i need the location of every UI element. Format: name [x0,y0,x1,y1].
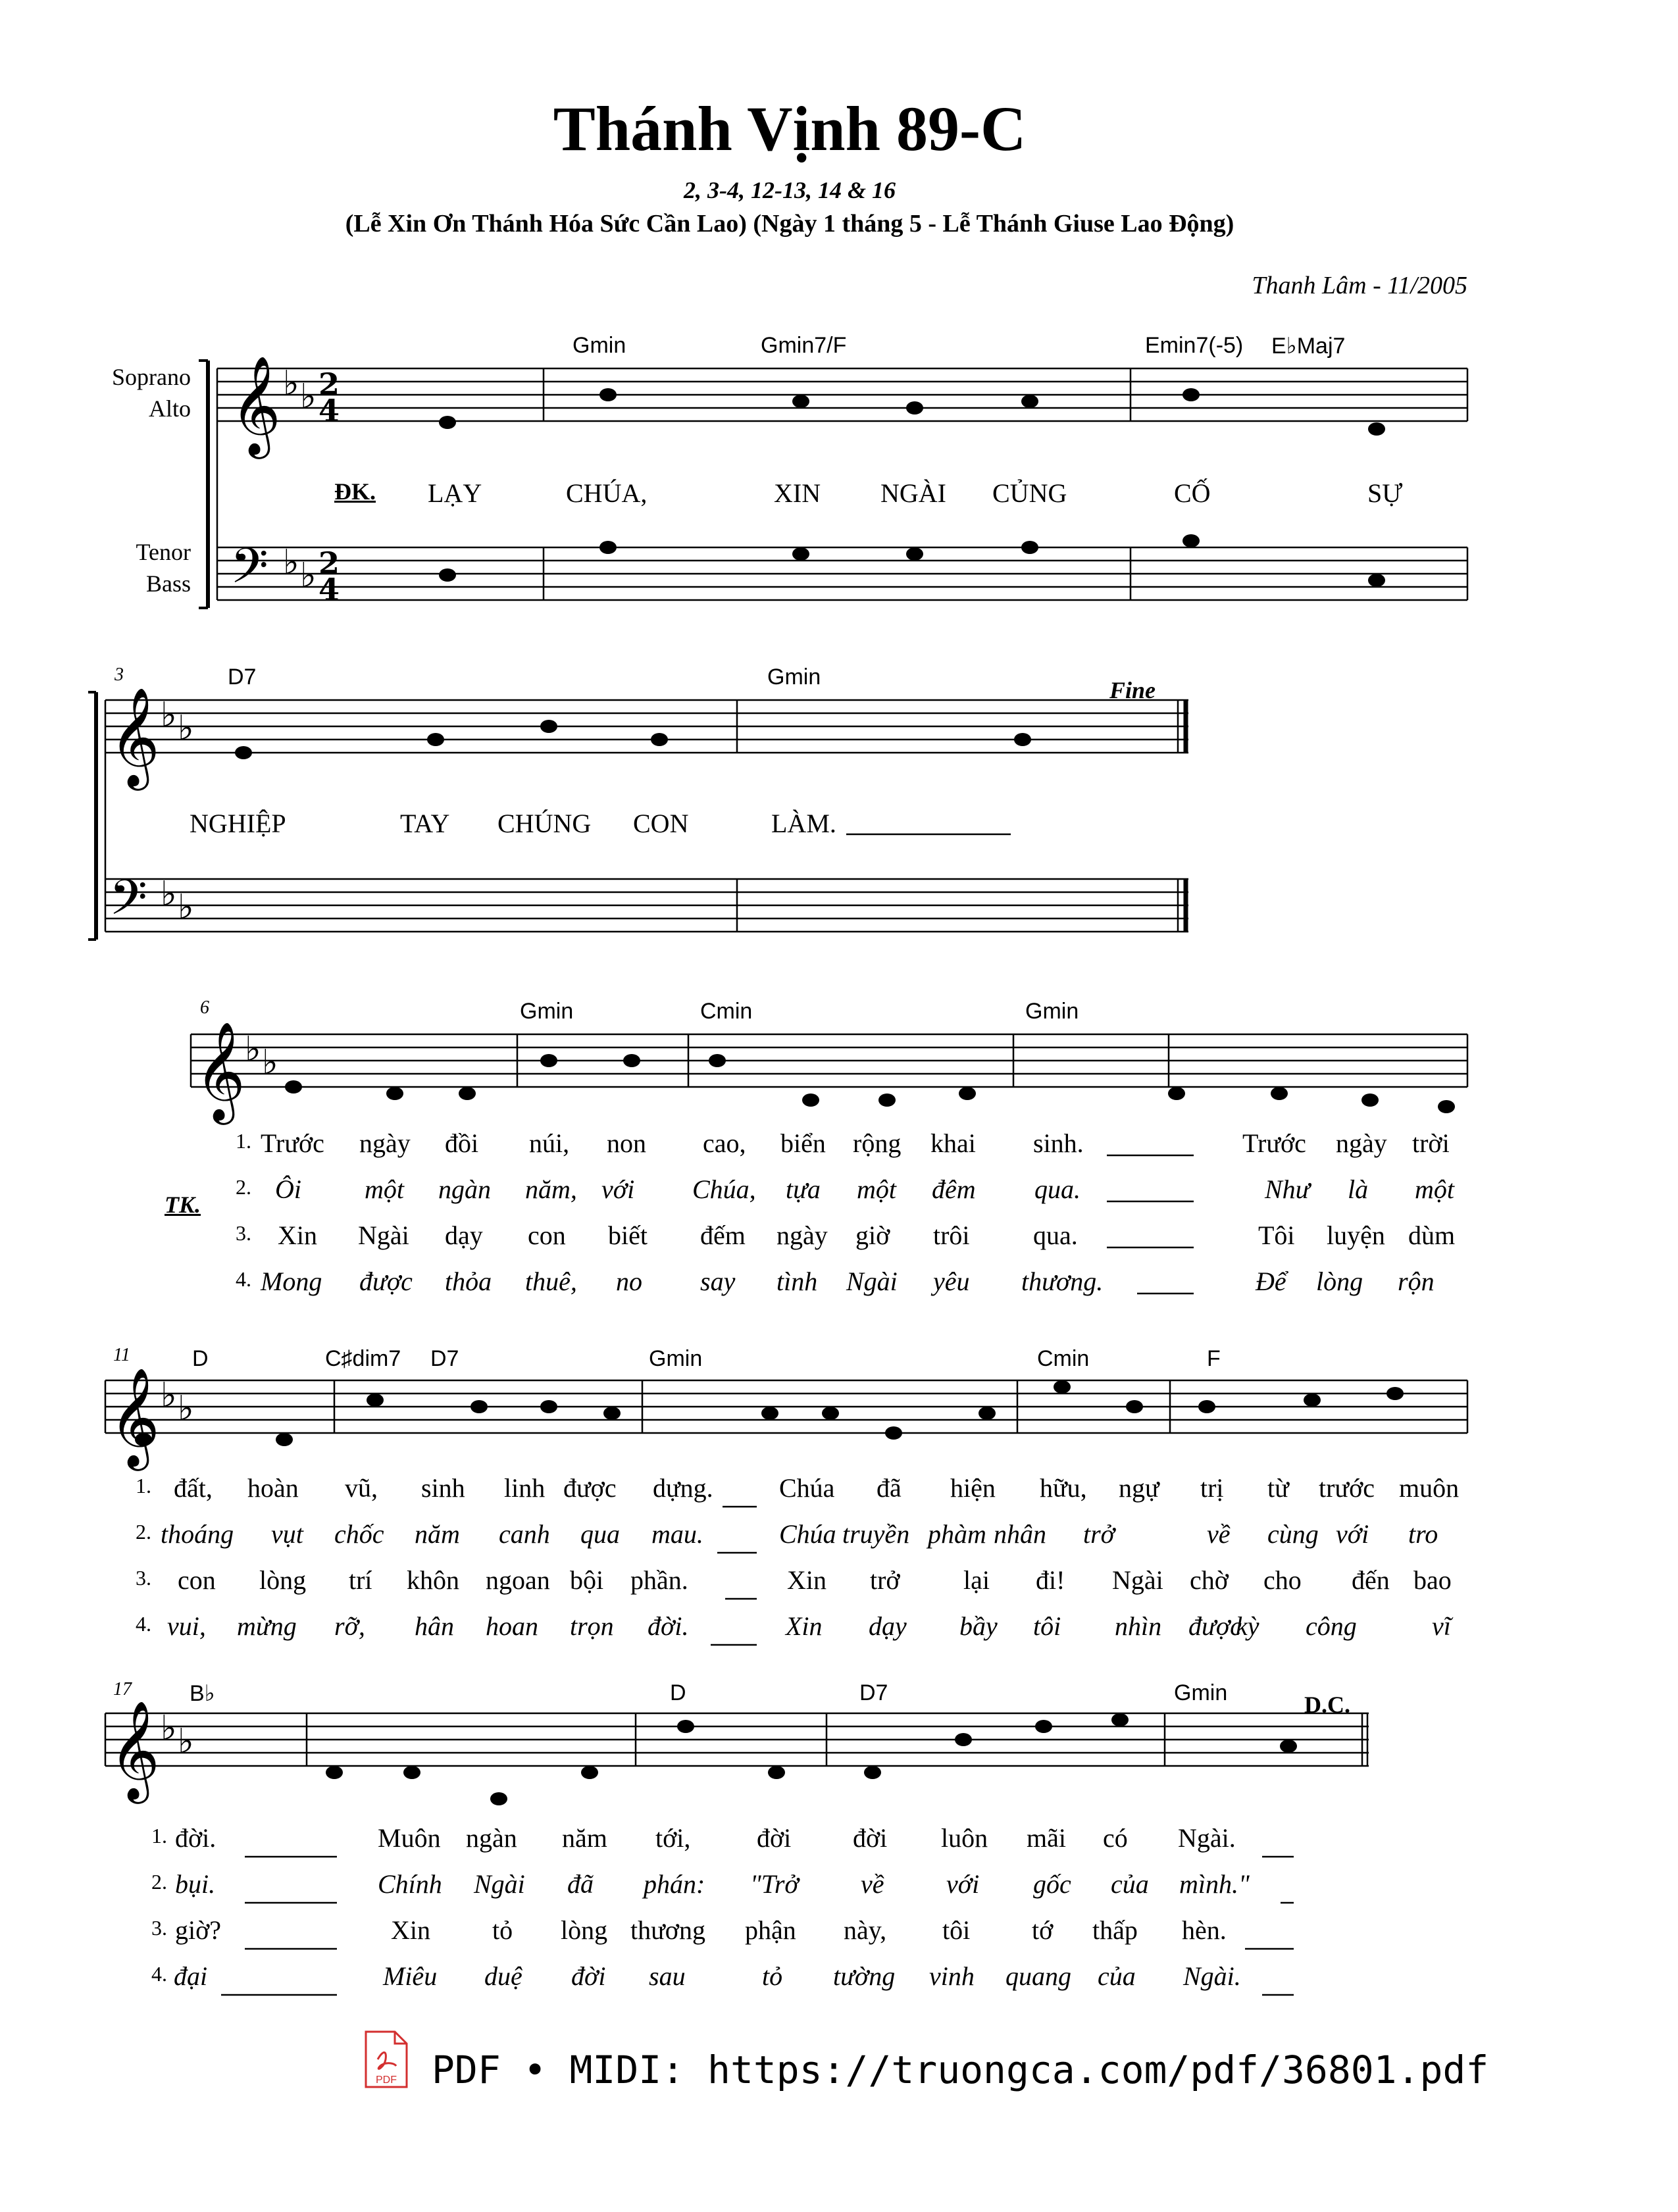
lyric-word: SỰ [1367,478,1403,508]
lyric-word: TAY [400,809,450,838]
lyric-word: muôn [1399,1473,1460,1503]
lyric-word: tựa [786,1174,821,1204]
verse-number: 3. [151,1916,167,1940]
lyric-word: luôn [941,1823,988,1853]
chord-symbol: D [670,1680,686,1705]
lyric-word: Để [1256,1267,1286,1296]
lyric-word: phần. [630,1565,688,1595]
lyric-word: trở [870,1565,900,1595]
lyric-word: đời. [175,1823,216,1853]
svg-text:♭: ♭ [300,377,317,416]
lyric-word: quang [1005,1961,1071,1991]
lyric-word: non [607,1128,646,1158]
lyric-word: Ôi [275,1174,301,1204]
svg-text:𝄞: 𝄞 [195,1020,245,1120]
verse-number: 1. [151,1824,167,1848]
lyric-word: biết [608,1220,648,1250]
svg-text:𝄢: 𝄢 [109,869,147,938]
lyric-word: truyền [842,1519,910,1549]
lyric-word: bao [1413,1565,1452,1595]
lyric-word: trí [349,1565,372,1595]
download-link[interactable]: PDF • MIDI: https://truongca.com/pdf/36801.pdf [432,2048,1489,2092]
lyric-word: ngàn [438,1174,491,1204]
lyric-word: dựng. [653,1473,713,1503]
lyric-word: đời. [648,1611,689,1641]
lyric-word: Muôn [378,1823,441,1853]
chord-symbol: Gmin [767,665,821,690]
lyric-word: hiện [950,1473,996,1503]
lyric-word: vui, [167,1611,206,1641]
svg-text:♭: ♭ [178,888,194,927]
lyric-word: tường [833,1961,896,1991]
lyric-word: khai [930,1128,976,1158]
chord-symbol: Gmin [649,1346,703,1371]
lyric-word: Miêu [383,1961,438,1991]
lyric-word: phận [745,1915,796,1945]
lyric-word: đã [567,1869,594,1899]
lyric-word: canh [499,1519,550,1549]
lyric-word: tôi [1033,1611,1061,1641]
lyric-word: hèn. [1182,1915,1227,1945]
lyric-word: ngoan [486,1565,550,1595]
lyric-word: mau. [651,1519,703,1549]
lyric-word: mình." [1179,1869,1250,1899]
lyric-word: hoan [486,1611,538,1641]
bar-number: 17 [113,1679,132,1699]
lyric-word: vũ, [345,1473,378,1503]
lyric-word: giờ [855,1220,890,1250]
lyric-word: thoáng [161,1519,234,1549]
lyric-word: năm, [525,1174,577,1204]
lyric-word: rộn [1398,1267,1435,1296]
svg-text:♭: ♭ [161,874,177,914]
lyric-word: vinh [929,1961,975,1991]
verse-number: 3. [136,1566,151,1590]
lyric-word: ngày [1336,1128,1387,1158]
lyric-word: đời [853,1823,888,1853]
da-capo-marking: D.C. [1304,1692,1350,1718]
chord-symbol: Gmin [572,333,626,358]
lyric-word: tro [1408,1519,1438,1549]
lyric-word: XIN [774,478,821,508]
chord-symbol: D [192,1346,209,1371]
lyric-word: linh [504,1473,546,1503]
svg-text:2: 2 [318,545,340,581]
lyric-word: vĩ [1432,1611,1451,1641]
chord-symbol: D7 [430,1346,459,1371]
composer-credit: Thanh Lâm - 11/2005 [1252,272,1467,299]
pdf-file-icon[interactable] [363,2030,409,2090]
lyric-word: Mong [261,1267,322,1296]
svg-text:𝄞: 𝄞 [109,1699,160,1799]
verse-number: 2. [151,1870,167,1894]
svg-text:♭: ♭ [262,1043,278,1082]
lyric-word: Chúa [779,1519,836,1549]
svg-text:2: 2 [318,366,340,402]
svg-text:♭: ♭ [161,1376,177,1415]
lyric-word: qua. [1033,1220,1078,1250]
svg-text:4: 4 [318,393,340,428]
lyric-word: trước [1319,1473,1375,1503]
lyric-word: về [861,1869,884,1899]
lyric-word: hữu, [1040,1473,1087,1503]
svg-text:𝄞: 𝄞 [230,355,281,455]
svg-text:𝄢: 𝄢 [230,538,268,607]
lyric-word: CON [633,809,689,838]
chord-symbol: E♭Maj7 [1271,334,1346,359]
verse-number: 4. [236,1267,251,1291]
lyric-word: cho [1263,1565,1302,1595]
lyric-word: dạy [445,1220,483,1250]
lyric-word: gốc [1033,1869,1071,1899]
lyric-word: bụi. [175,1869,216,1899]
lyric-word: là [1348,1174,1369,1204]
lyric-word: cao, [703,1128,746,1158]
lyric-word: qua. [1034,1174,1081,1204]
lyric-word: yêu [933,1267,970,1296]
bar-number: 11 [113,1345,130,1365]
refrain-label: ĐK. [334,478,376,505]
lyric-word: Chính [378,1869,442,1899]
lyric-word: LÀM. [771,809,836,838]
lyric-word: phàm [928,1519,986,1549]
lyric-word: rỡ, [334,1611,365,1641]
svg-text:♭: ♭ [178,709,194,748]
chord-symbol: Gmin [1174,1680,1228,1705]
lyric-word: lòng [561,1915,608,1945]
lyric-word: lại [963,1565,990,1595]
lyric-word: được [1188,1611,1242,1641]
lyric-word: giờ? [175,1915,222,1945]
lyric-word: tỏ [762,1961,783,1991]
lyric-word: con [178,1565,216,1595]
lyric-word: trở [1083,1519,1115,1549]
lyric-word: trọn [570,1611,614,1641]
lyric-word: ngự [1119,1473,1159,1503]
lyric-word: này, [844,1915,887,1945]
lyric-word: hoàn [247,1473,299,1503]
svg-text:♭: ♭ [178,1389,194,1428]
svg-text:♭: ♭ [283,364,299,403]
lyric-word: có [1103,1823,1128,1853]
lyric-word: đời [571,1961,606,1991]
lyric-word: ngày [776,1220,828,1250]
lyric-word: sau [649,1961,686,1991]
lyric-word: đại [174,1961,208,1991]
lyric-word: hân [415,1611,454,1641]
lyric-word: tôi [942,1915,971,1945]
lyric-word: thấp [1092,1915,1138,1945]
lyric-word: mãi [1027,1823,1066,1853]
chord-symbol: Gmin7/F [761,333,847,358]
verse-number: 2. [236,1175,251,1199]
lyric-word: bội [570,1565,604,1595]
lyric-word: đồi [445,1128,479,1158]
svg-text:PDF: PDF [376,2074,397,2086]
lyric-word: ngàn [466,1823,517,1853]
lyric-word: thương [630,1915,705,1945]
lyric-word: Chúa [779,1473,835,1503]
svg-text:♭: ♭ [161,695,177,735]
lyric-word: CỦNG [992,478,1067,508]
lyric-word: công [1306,1611,1357,1641]
chord-symbol: Emin7(-5) [1145,333,1244,358]
lyric-word: mừng [237,1611,297,1641]
lyric-word: biển [780,1128,826,1158]
melisma-lines [221,834,1294,1995]
voice-label-bass: Bass [145,570,191,597]
lyric-word: với [601,1174,635,1204]
chord-symbol: B♭ [190,1681,215,1706]
lyric-word: đời [757,1823,792,1853]
lyric-word: Ngài [358,1220,409,1250]
chord-symbol: F [1207,1346,1221,1371]
lyric-word: năm [562,1823,607,1853]
chord-symbol: C♯dim7 [325,1346,401,1371]
lyric-word: với [1336,1519,1369,1549]
fine-marking: Fine [1109,677,1156,703]
verse-label: TK. [165,1192,201,1218]
verse-number: 2. [136,1520,151,1544]
lyric-word: Trước [1242,1128,1306,1158]
page-title: Thánh Vịnh 89-C [553,93,1027,164]
lyric-word: CHÚNG [497,809,592,838]
lyric-word: Ngài [846,1267,898,1296]
verse-number: 3. [236,1221,251,1245]
lyric-word: năm [415,1519,460,1549]
lyric-word: được [359,1267,413,1296]
lyric-word: "Trở [750,1869,799,1899]
lyric-word: một [365,1174,404,1204]
lyric-word: lòng [1316,1267,1363,1296]
lyric-word: con [528,1220,566,1250]
lyric-word: sinh. [1033,1128,1084,1158]
svg-text:♭: ♭ [178,1722,194,1761]
svg-text:𝄞: 𝄞 [109,1367,160,1467]
lyric-word: chờ [1190,1565,1229,1595]
svg-text:♭: ♭ [161,1709,177,1748]
bar-number: 3 [114,665,124,685]
lyric-word: luyện [1327,1220,1385,1250]
voice-label-tenor: Tenor [136,539,191,565]
lyric-word: tới, [655,1823,691,1853]
lyric-word: nhân [994,1519,1046,1549]
lyric-word: Tôi [1258,1220,1295,1250]
lyric-word: kỳ [1236,1611,1259,1641]
lyric-word: rộng [853,1128,902,1158]
lyric-word: dùm [1408,1220,1456,1250]
lyric-word: cùng [1267,1519,1319,1549]
lyric-word: CHÚA, [566,478,648,508]
lyric-word: bầy [959,1611,998,1641]
lyric-word: tớ [1032,1915,1054,1945]
lyric-word: no [616,1267,642,1296]
lyric-word: Xin [391,1915,430,1945]
occasion-subtitle: (Lễ Xin Ơn Thánh Hóa Sức Cần Lao) (Ngày 1 tháng 5 - Lễ Thánh Giuse Lao Động) [345,210,1234,238]
lyric-word: Ngài. [1178,1823,1236,1853]
chord-symbol: D7 [228,665,257,690]
lyric-word: dạy [869,1611,907,1641]
lyric-word: ngày [359,1128,411,1158]
lyric-word: tỏ [492,1915,513,1945]
lyric-word: một [1415,1174,1454,1204]
lyric-word: LẠY [428,478,482,508]
lyric-word: phán: [644,1869,705,1899]
svg-text:♭: ♭ [300,556,317,595]
lyric-word: từ [1267,1473,1289,1503]
chord-symbol: Cmin [700,999,753,1024]
lyric-word: Xin [787,1565,826,1595]
svg-text:♭: ♭ [283,543,299,582]
lyric-word: được [563,1473,617,1503]
lyric-word: về [1207,1519,1231,1549]
lyric-word: đi! [1036,1565,1065,1595]
lyric-word: trôi [933,1220,970,1250]
verse-number: 1. [236,1129,251,1153]
lyric-word: CỐ [1174,478,1211,508]
lyric-word: thương. [1021,1267,1104,1296]
lyric-word: duệ [484,1961,522,1991]
lyric-word: khôn [407,1565,459,1595]
lyric-word: đến [1352,1565,1390,1595]
lyric-word: Chúa, [692,1174,756,1204]
lyric-word: chốc [334,1519,384,1549]
lyric-word: Xin [786,1611,823,1641]
bar-number: 6 [200,997,209,1018]
lyric-word: Xin [278,1220,317,1250]
chord-symbol: Cmin [1037,1346,1090,1371]
voice-label-alto: Alto [148,395,191,422]
lyric-word: Ngài [1112,1565,1163,1595]
lyric-word: NGHIỆP [190,809,286,838]
lyric-word: núi, [529,1128,570,1158]
lyric-word: một [857,1174,896,1204]
verses-reference: 2, 3-4, 12-13, 14 & 16 [684,177,896,203]
lyric-word: thỏa [445,1267,492,1296]
chord-symbol: Gmin [1025,999,1079,1024]
verse-number: 4. [136,1612,151,1636]
svg-text:4: 4 [318,572,340,607]
lyric-word: đã [877,1473,902,1503]
lyric-word: tình [776,1267,818,1296]
lyric-word: đếm [700,1220,746,1250]
svg-text:♭: ♭ [245,1030,261,1069]
lyric-word: của [1111,1869,1149,1899]
lyric-word: say [700,1267,736,1296]
lyric-word: trị [1200,1473,1224,1503]
lyric-word: sinh [421,1473,465,1503]
svg-text:𝄞: 𝄞 [109,686,160,786]
lyric-word: lòng [259,1565,307,1595]
lyric-word: Ngài [474,1869,525,1899]
lyric-word: nhìn [1115,1611,1162,1641]
lyric-word: NGÀI [880,478,946,508]
lyric-word: thuê, [525,1267,577,1296]
lyric-word: vụt [271,1519,303,1549]
system-brackets [96,361,208,940]
lyric-word: trời [1412,1128,1450,1158]
lyric-word: qua [580,1519,620,1549]
voice-label-soprano: Soprano [112,364,191,390]
lyric-word: Ngài. [1183,1961,1241,1991]
verse-number: 4. [151,1962,167,1986]
lyric-word: Trước [261,1128,324,1158]
lyric-word: đất, [174,1473,213,1503]
chord-symbol: D7 [859,1680,888,1705]
chord-symbol: Gmin [520,999,574,1024]
lyric-word: của [1098,1961,1136,1991]
lyric-word: đêm [932,1174,976,1204]
verse-number: 1. [136,1474,151,1497]
lyric-word: với [946,1869,980,1899]
lyric-word: Như [1265,1174,1310,1204]
